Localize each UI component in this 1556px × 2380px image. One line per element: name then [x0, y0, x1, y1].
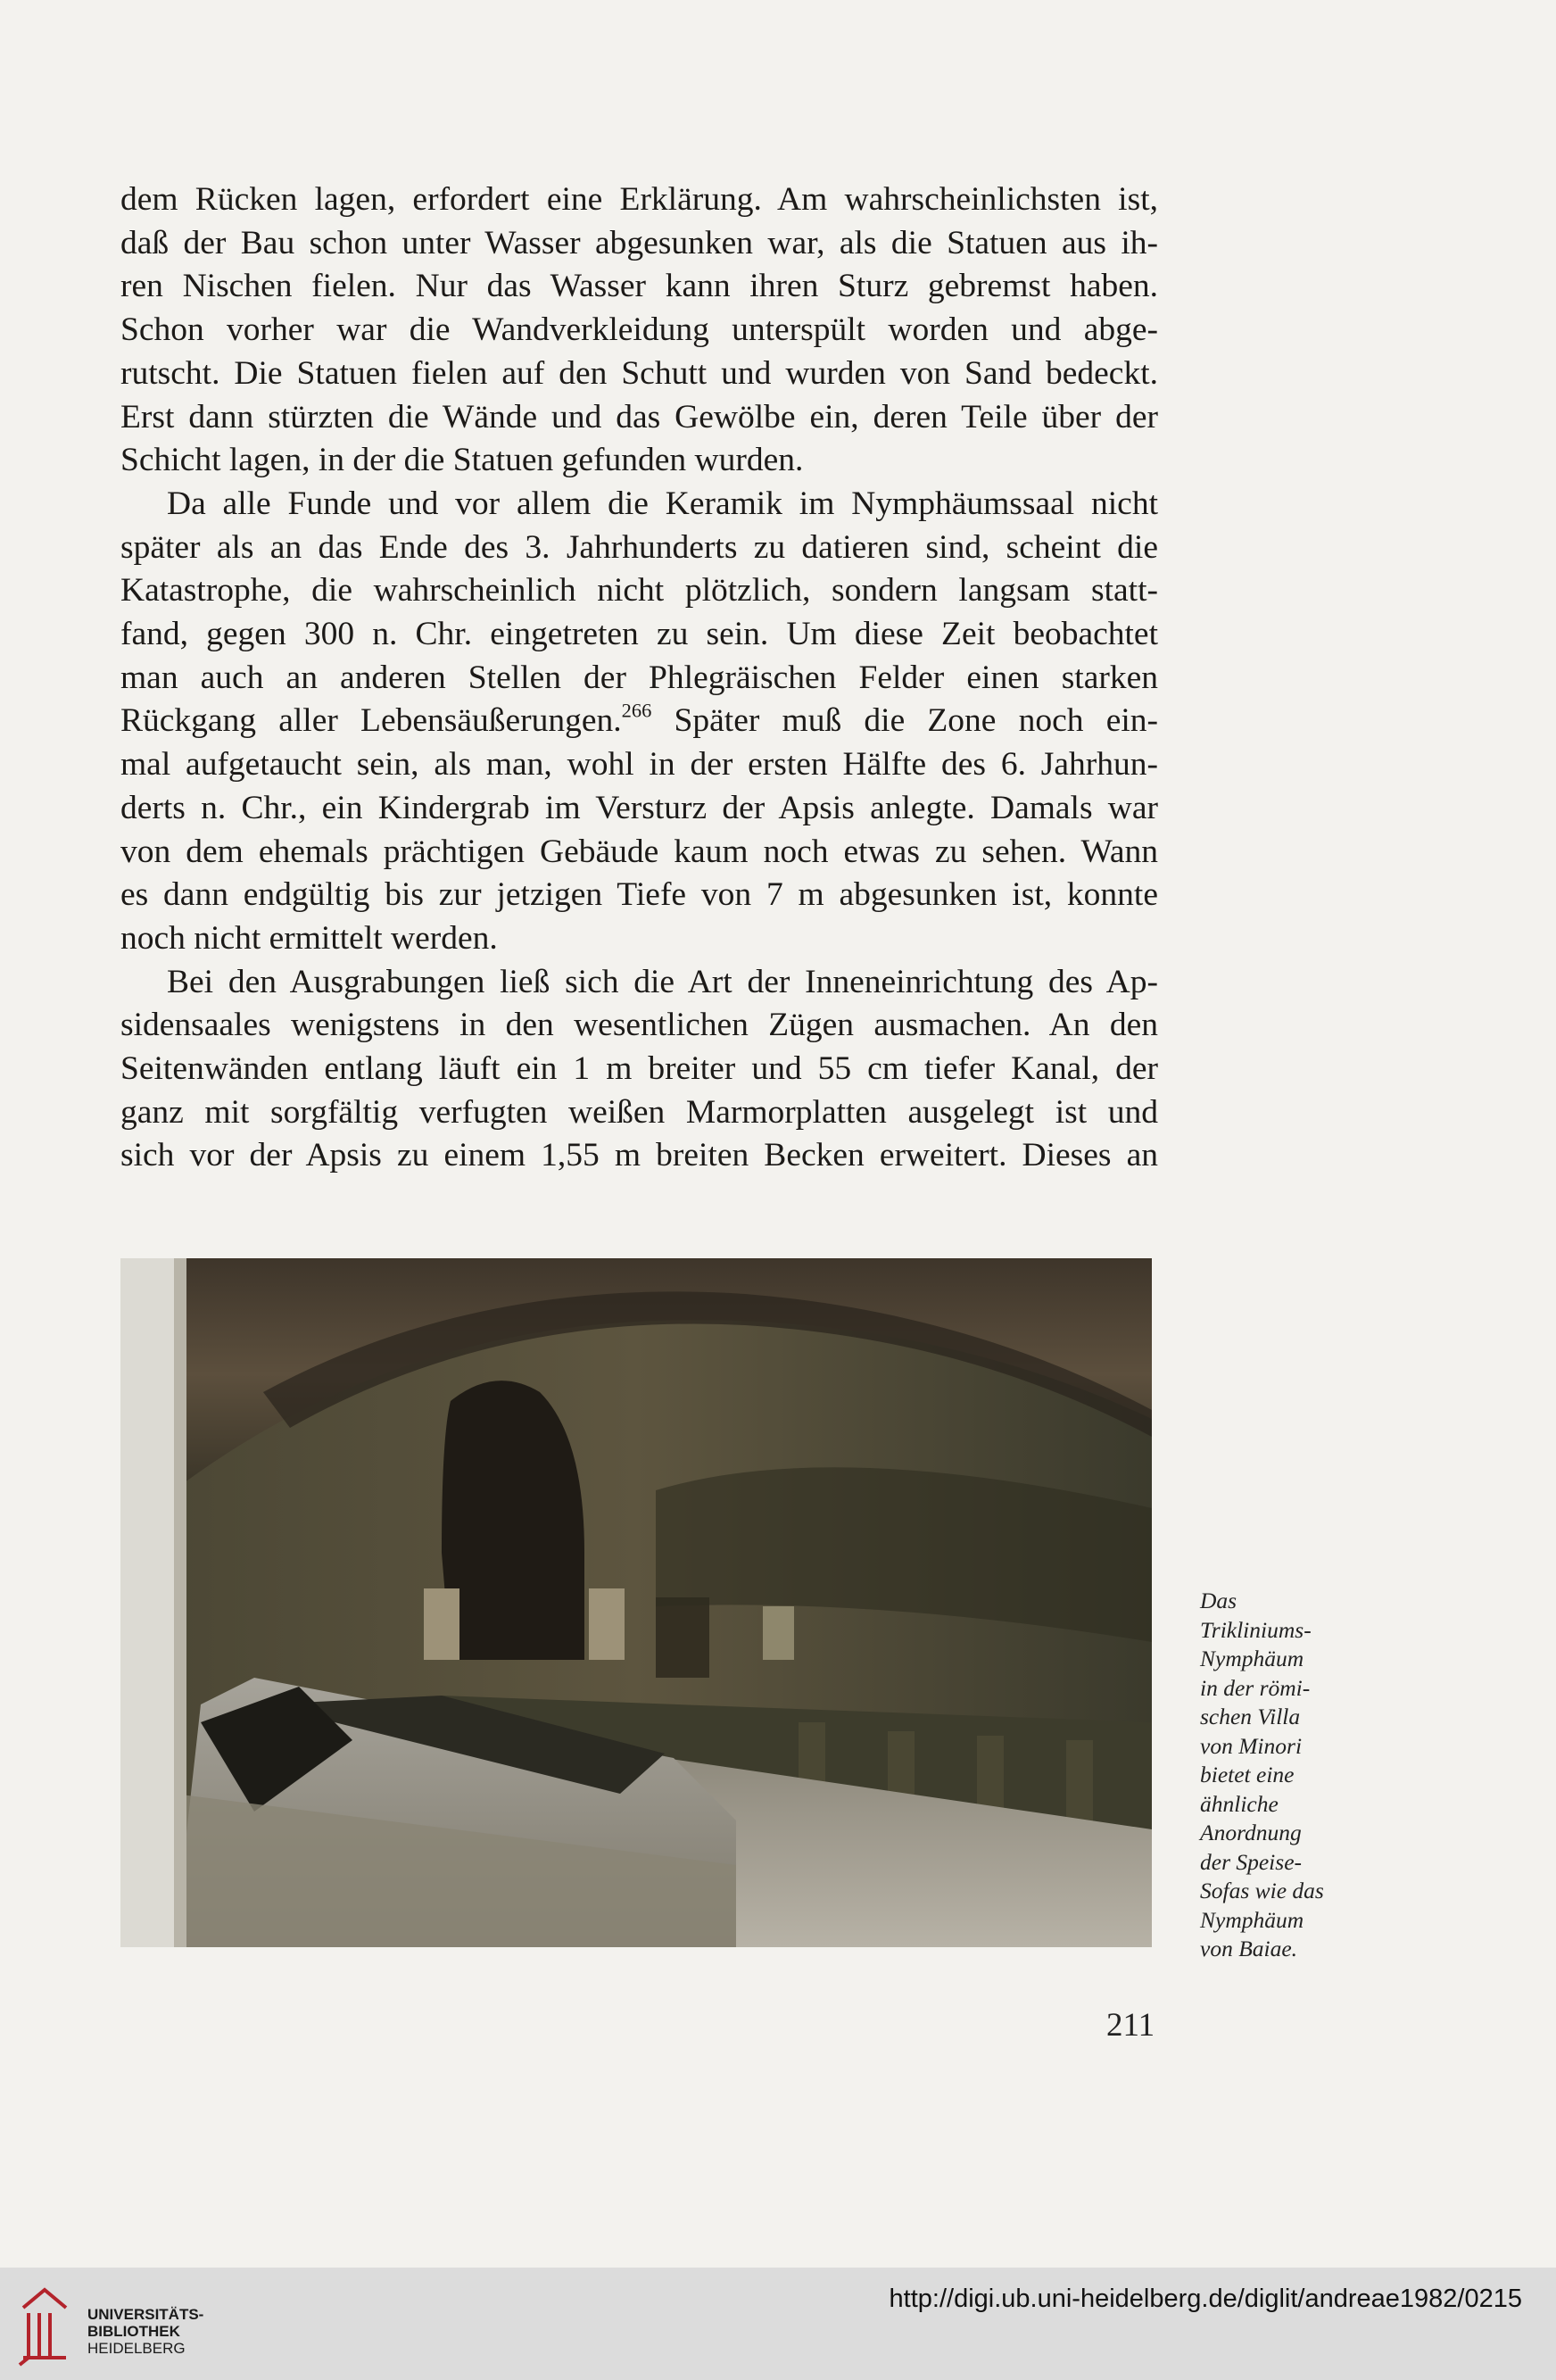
caption-line: von Minori [1200, 1732, 1303, 1759]
body-text [120, 178, 1158, 1178]
caption-line: bietet eine [1200, 1762, 1295, 1787]
footnote-ref[interactable]: 266 [621, 699, 652, 722]
caption-line: Nymphäum [1200, 1906, 1304, 1933]
text-line: ren Nischen fielen. Nur das Wasser kann ihren Sturz gebremst haben. [120, 268, 1158, 305]
caption-line: Das [1200, 1588, 1237, 1613]
text-line: noch nicht ermittelt werden. [120, 919, 498, 957]
text-line: sidensaales wenigstens in den wesentlichen Zügen ausmachen. An den [120, 1007, 1158, 1044]
text-line: Katastrophe, die wahrscheinlich nicht plötzlich, sondern langsam statt- [120, 572, 1158, 610]
text-line: man auch an anderen Stellen der Phlegräischen Felder einen starken [120, 659, 1158, 696]
text-line: von dem ehemals prächtigen Gebäude kaum noch etwas zu sehen. Wann [120, 833, 1158, 870]
text-line: ganz mit sorgfältig verfugten weißen Marmorplatten ausgelegt ist und [120, 1093, 1158, 1131]
text-line: mal aufgetaucht sein, als man, wohl in der ersten Hälfte des 6. Jahrhun- [120, 746, 1158, 784]
library-name [87, 2306, 203, 2357]
text-line: später als an das Ende des 3. Jahrhunderts zu datieren sind, scheint die [120, 528, 1158, 566]
library-name-line: UNIVERSITÄTS- [87, 2306, 204, 2323]
text-line-with-footnote [120, 700, 1158, 743]
caption-line: schen Villa [1200, 1704, 1301, 1729]
library-name-line: HEIDELBERG [87, 2340, 186, 2357]
library-name-line: BIBLIOTHEK [87, 2323, 180, 2340]
caption-line: Trikliniums- [1200, 1616, 1312, 1643]
caption-line: in der römi- [1200, 1674, 1311, 1701]
text-line: Seitenwänden entlang läuft ein 1 m breiter und 55 cm tiefer Kanal, der [120, 1050, 1158, 1088]
caption-line: ähnliche [1200, 1790, 1279, 1817]
text-segment: Rückgang aller Lebensäußerungen. [120, 702, 622, 740]
text-line: Schicht lagen, in der die Statuen gefunden wurden. [120, 442, 804, 479]
text-line: daß der Bau schon unter Wasser abgesunken war, als die Statuen aus ih- [120, 224, 1158, 261]
paragraph-1 [120, 178, 1158, 483]
text-line: sich vor der Apsis zu einem 1,55 m breiten Becken erweitert. Dieses an [120, 1137, 1158, 1174]
paragraph-3 [120, 961, 1158, 1179]
photo-caption [1200, 1587, 1378, 1964]
text-line: rutscht. Die Statuen fielen auf den Schutt und wurden von Sand bedeckt. [120, 354, 1158, 392]
text-line: dem Rücken lagen, erfordert eine Erklärung. Am wahrscheinlichsten ist, [120, 181, 1158, 218]
caption-line: Sofas wie das [1200, 1878, 1324, 1903]
text-line: Da alle Funde und vor allem die Keramik im Nymphäumssaal nicht [167, 485, 1158, 522]
text-line: fand, gegen 300 n. Chr. eingetreten zu sein. Um diese Zeit beobachtet [120, 616, 1158, 653]
text-line: Erst dann stürzten die Wände und das Gewölbe ein, deren Teile über der [120, 398, 1158, 435]
caption-line: von Baiae. [1200, 1936, 1298, 1961]
text-line: Bei den Ausgrabungen ließ sich die Art der Inneneinrichtung des Ap- [167, 963, 1158, 1000]
nymphaeum-photo [120, 1258, 1152, 1947]
caption-line: Nymphäum [1200, 1646, 1304, 1671]
caption-line: der Speise- [1200, 1848, 1303, 1875]
source-url-link[interactable]: http://digi.ub.uni-heidelberg.de/diglit/andreae1982/0215 [889, 2285, 1522, 2313]
text-segment: Später muß die Zone noch ein- [651, 702, 1159, 740]
caption-line: Anordnung [1200, 1820, 1302, 1845]
paragraph-2 [120, 483, 1158, 961]
library-logo-icon[interactable] [16, 2281, 71, 2367]
page-number: 211 [1106, 2007, 1155, 2044]
text-line: Schon vorher war die Wandverkleidung unterspült worden und abge- [120, 311, 1158, 349]
text-line: es dann endgültig bis zur jetzigen Tiefe von 7 m abgesunken ist, konnte [120, 876, 1158, 914]
text-line: derts n. Chr., ein Kindergrab im Versturz der Apsis anlegte. Damals war [120, 789, 1158, 826]
